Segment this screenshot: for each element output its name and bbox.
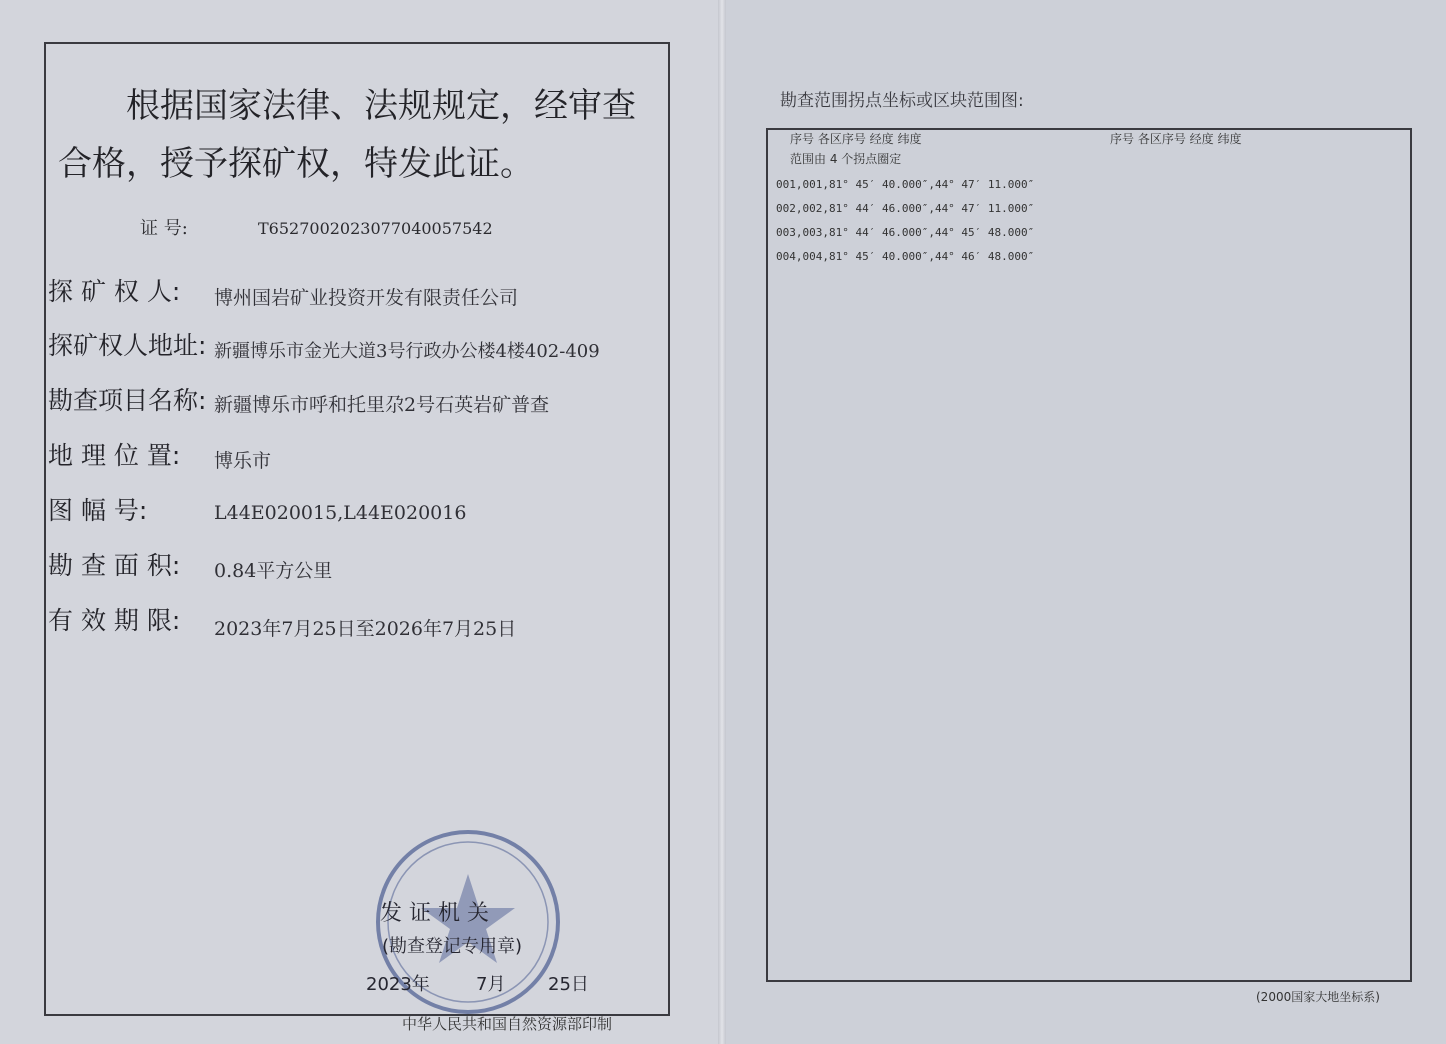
field-label-area: 勘 查 面 积: bbox=[48, 551, 181, 580]
field-label-validity: 有 效 期 限: bbox=[48, 606, 181, 635]
coordinate-row: 002,002,81° 44′ 46.000″,44° 47′ 11.000″ bbox=[776, 202, 1035, 215]
issue-year: 2023年 bbox=[366, 974, 430, 995]
field-label-holder: 探 矿 权 人: bbox=[48, 277, 181, 306]
cert-number: T65270020230770400575​42 bbox=[258, 219, 493, 238]
heading-line-1: 根据国家法律、法规规定，经审查 bbox=[126, 86, 636, 126]
field-value-validity: 2023年7月25日至2026年7月25日 bbox=[214, 618, 517, 640]
field-value-location: 博乐市 bbox=[214, 450, 272, 472]
field-value-project: 新疆博乐市呼和托里尕2号石英岩矿普查 bbox=[214, 394, 550, 416]
field-label-location: 地 理 位 置: bbox=[48, 441, 181, 470]
field-value-area: 0.84平方公里 bbox=[214, 560, 333, 582]
page-spine bbox=[718, 0, 726, 1044]
heading-line-2: 合格，授予探矿权，特发此证。 bbox=[58, 144, 534, 184]
issuer-seal-note: (勘查登记专用章) bbox=[382, 936, 523, 957]
issuer-label: 发 证 机 关 bbox=[380, 901, 489, 926]
field-label-project: 勘查项目名称: bbox=[48, 386, 207, 415]
coordinate-row: 004,004,81° 45′ 40.000″,44° 46′ 48.000″ bbox=[776, 250, 1035, 263]
certificate-frame bbox=[44, 42, 670, 1016]
table-header-left: 序号 各区序号 经度 纬度 bbox=[790, 132, 922, 146]
coordinate-row: 003,003,81° 44′ 46.000″,44° 45′ 48.000″ bbox=[776, 226, 1035, 239]
coordinate-row: 001,001,81° 45′ 40.000″,44° 47′ 11.000″ bbox=[776, 178, 1035, 191]
range-note: 范围由 4 个拐点圈定 bbox=[790, 152, 902, 166]
printer-note: 中华人民共和国自然资源部印制 bbox=[402, 1015, 613, 1033]
field-value-map-sheet: L44E020015,L44E020016 bbox=[214, 502, 467, 524]
table-header-right: 序号 各区序号 经度 纬度 bbox=[1110, 132, 1242, 146]
issue-month: 7月 bbox=[476, 974, 506, 995]
field-label-address: 探矿权人地址: bbox=[48, 331, 207, 360]
cert-number-label: 证 号: bbox=[140, 218, 188, 239]
field-label-map-sheet: 图 幅 号: bbox=[48, 496, 148, 525]
issue-day: 25日 bbox=[548, 974, 589, 995]
field-value-address: 新疆博乐市金光大道3号行政办公楼4楼402-409 bbox=[214, 341, 600, 362]
field-value-holder: 博州国岩矿业投资开发有限责任公司 bbox=[214, 287, 519, 309]
coordinates-title: 勘查范围拐点坐标或区块范围图: bbox=[780, 91, 1024, 111]
coordinate-system-note: (2000国家大地坐标系) bbox=[1256, 990, 1380, 1004]
